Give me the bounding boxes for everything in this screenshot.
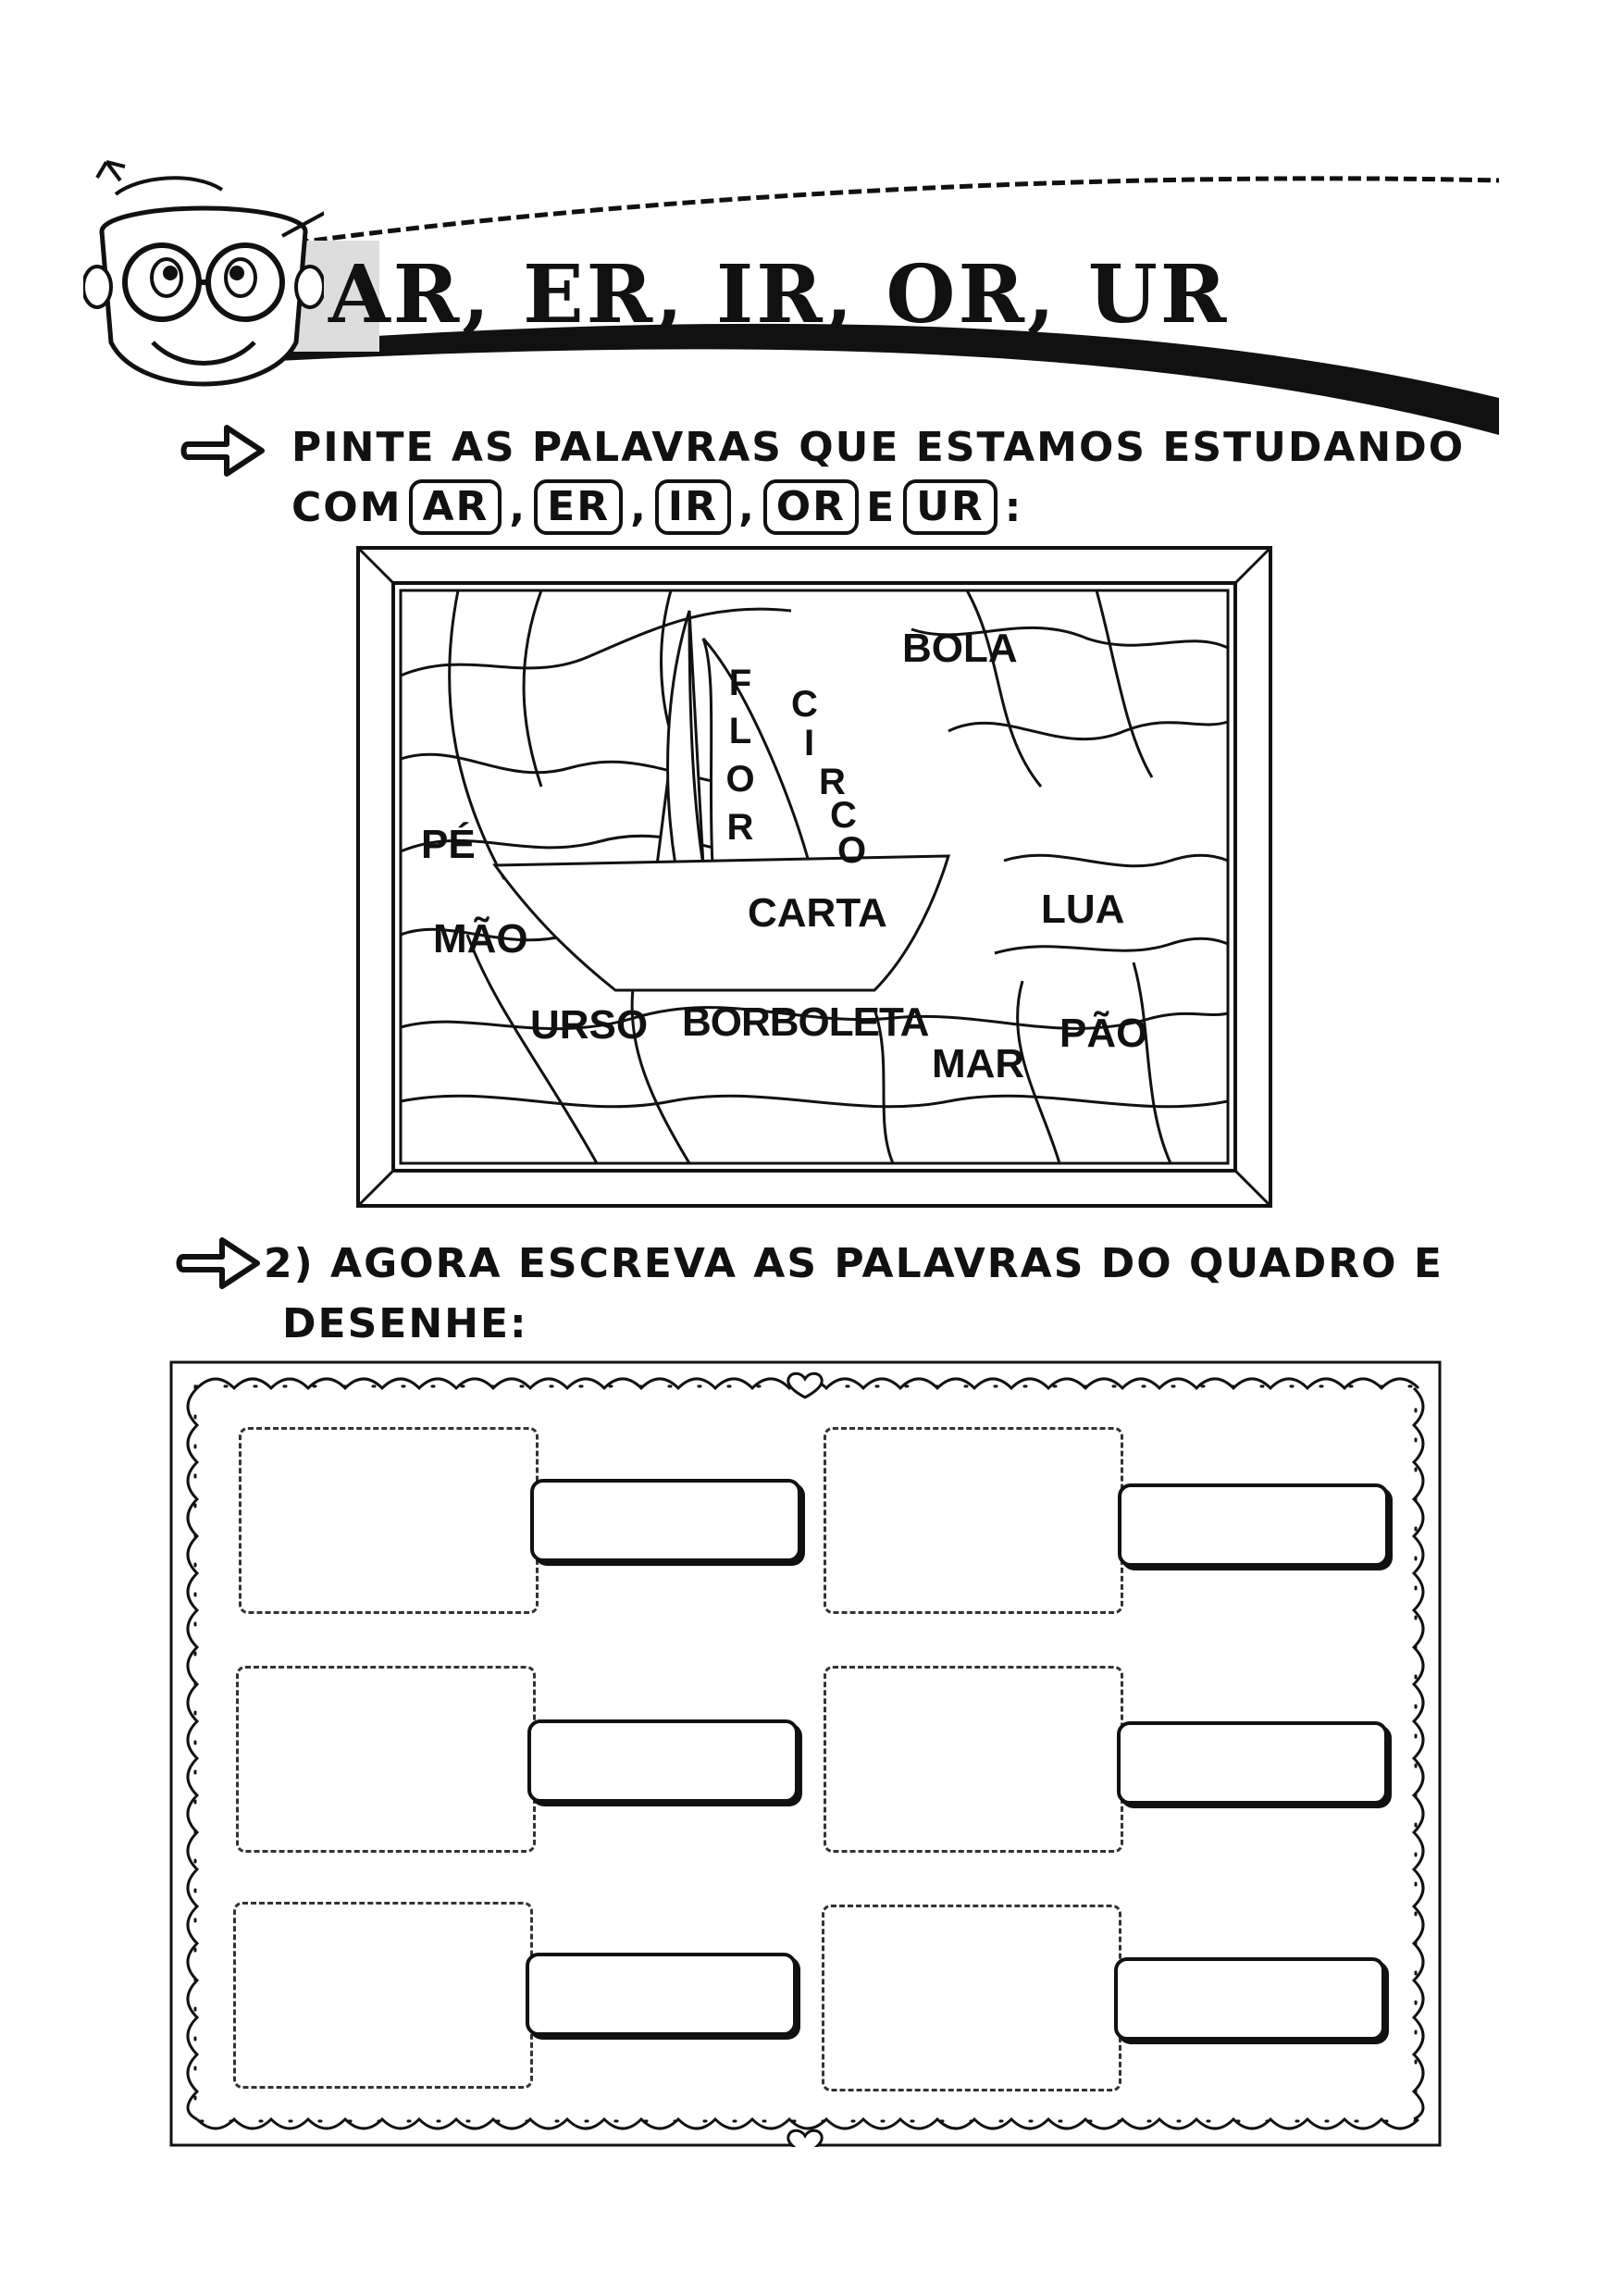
picture-word-urso: URSO [530, 1002, 649, 1048]
com-label: COM [291, 483, 403, 531]
exercise2-instruction-line2: DESENHE: [282, 1300, 528, 1347]
arrow-icon [176, 1231, 268, 1296]
letter: R [726, 807, 754, 848]
word-writing-box-4[interactable] [1117, 1721, 1388, 1805]
word-writing-box-3[interactable] [527, 1719, 799, 1803]
syllable-er: ER [534, 479, 623, 535]
page-title: AR, ER, IR, OR, UR [328, 248, 1230, 341]
letter: R [819, 762, 846, 802]
mascot-face-icon [83, 157, 324, 407]
letter: F [728, 663, 752, 703]
picture-word-mar: MAR [932, 1041, 1025, 1086]
drawing-area-3[interactable] [236, 1666, 536, 1853]
comma: , [738, 483, 756, 531]
picture-word-pao: PÃO [1059, 1011, 1148, 1056]
word-writing-box-6[interactable] [1114, 1957, 1385, 2041]
exercise1-instruction-line2 [291, 479, 1022, 535]
exercise2-instruction-line1: 2) AGORA ESCREVA AS PALAVRAS DO QUADRO E [264, 1240, 1443, 1287]
comma: , [509, 483, 527, 531]
conjunction-e: E [866, 483, 897, 531]
syllable-or: OR [763, 479, 859, 535]
word-writing-box-5[interactable] [526, 1953, 797, 2036]
picture-word-pe: PÉ [421, 822, 476, 867]
picture-word-flor [722, 659, 759, 851]
drawing-area-1[interactable] [239, 1427, 539, 1614]
letter: O [725, 759, 755, 800]
letter: O [837, 830, 867, 871]
drawing-area-6[interactable] [822, 1905, 1121, 2091]
picture-word-bola: BOLA [902, 626, 1018, 671]
syllable-ir: IR [655, 479, 731, 535]
comma: , [630, 483, 648, 531]
picture-word-lua: LUA [1041, 887, 1125, 932]
exercise1-instruction-line1: PINTE AS PALAVRAS QUE ESTAMOS ESTUDANDO [291, 424, 1466, 471]
drawing-area-2[interactable] [824, 1427, 1123, 1614]
word-writing-box-2[interactable] [1118, 1483, 1389, 1567]
drawing-area-5[interactable] [233, 1902, 533, 2089]
letter: L [728, 711, 752, 751]
drawing-area-4[interactable] [824, 1666, 1123, 1853]
word-writing-box-1[interactable] [530, 1479, 801, 1562]
arrow-icon [180, 418, 273, 483]
syllable-ar: AR [409, 479, 502, 535]
syllable-ur: UR [903, 479, 997, 535]
letter: I [804, 723, 815, 763]
picture-word-borboleta: BORBOLETA [682, 999, 929, 1045]
letter: C [830, 795, 857, 836]
picture-word-carta: CARTA [748, 890, 887, 936]
picture-word-mao: MÃO [433, 916, 528, 962]
letter: C [791, 684, 818, 725]
coloring-picture [356, 546, 1272, 1208]
colon: : [1004, 483, 1023, 531]
